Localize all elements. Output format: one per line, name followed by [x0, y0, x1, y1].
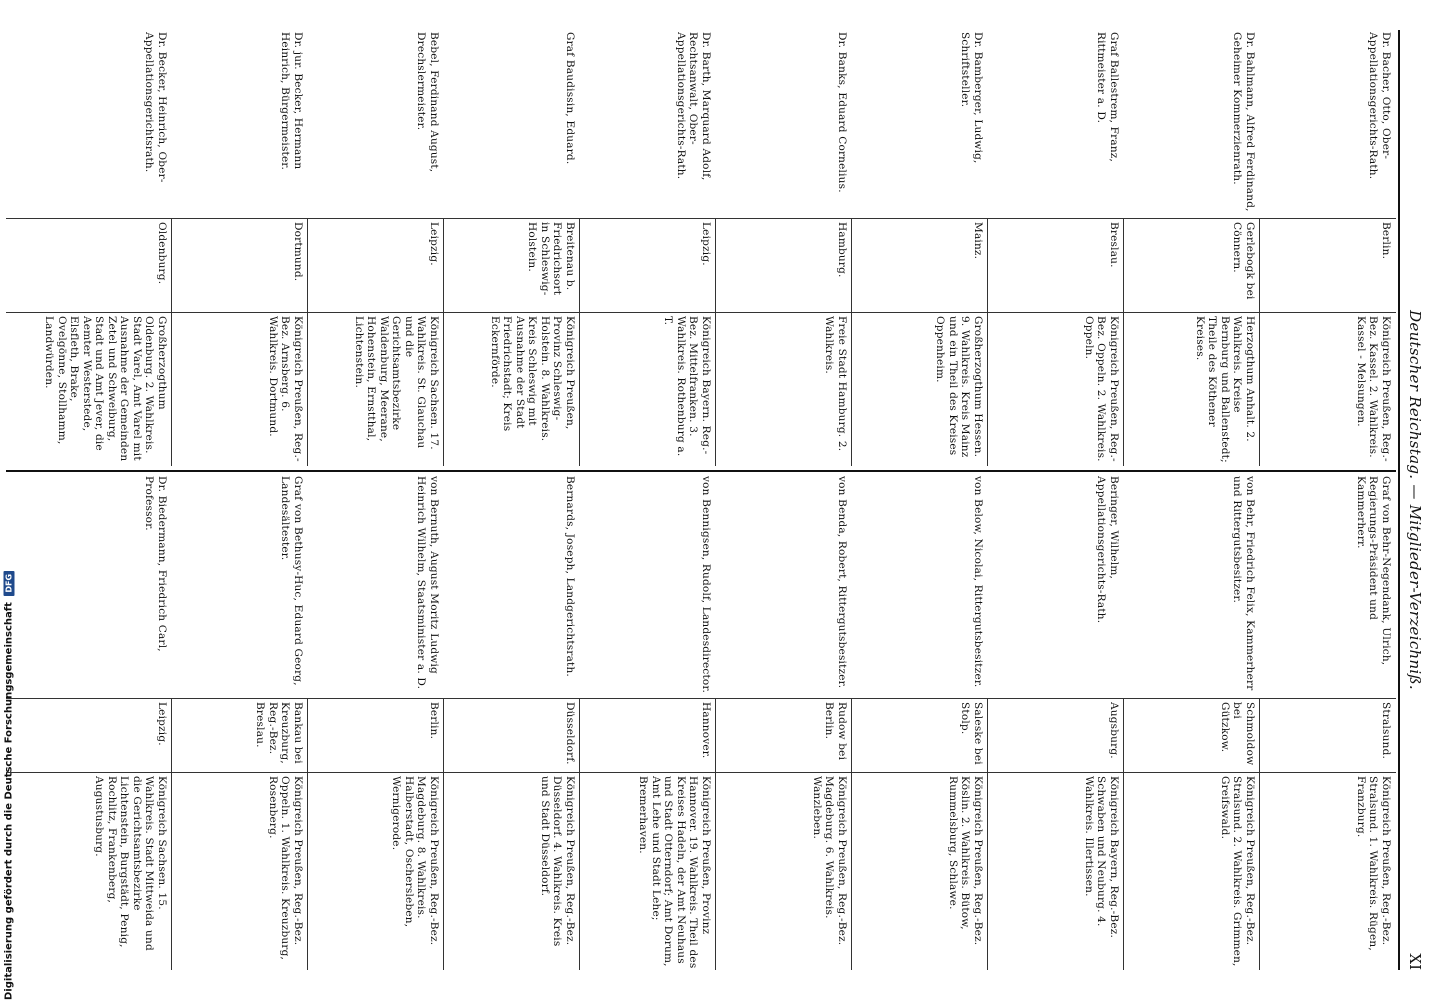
right-row-separator	[1123, 698, 1124, 970]
right-row-7-name: Bernards, Joseph, Landgerichtsrath.	[564, 476, 576, 677]
right-row-5-district: Königreich Preußen, Reg.-Bez. Magdeburg. 6. Wahlkreis. Wanzleben.	[811, 776, 848, 946]
right-row-10-name: Dr. Biedermann, Friedrich Carl, Professor.	[143, 476, 168, 652]
right-row-3-name: Beringer, Wilhelm, Appellationsgerichts-Rath.	[1095, 476, 1120, 624]
center-divider	[6, 470, 1396, 472]
digitization-notice-text: Digitalisierung gefördert durch die Deutsche Forschungsgemeinschaft	[3, 602, 15, 1000]
left-row-separator	[579, 218, 580, 466]
left-row-separator	[443, 218, 444, 466]
left-row-5-residence: Hamburg.	[836, 222, 848, 278]
right-row-6-district: Königreich Preußen, Provinz Hannover. 19. Wahlkreis. Theil des Kreises Hadeln, der Amt Neuhaus und Stadt Otterndorf; Amt Dorum, Amt Lehe und Stadt Lehe; Bremerhaven.	[637, 776, 712, 969]
right-row-3-district: Königreich Bayern, Reg.-Bez. Schwaben und Neuburg. 4. Wahlkreis. Illertissen.	[1083, 776, 1120, 939]
left-row-6-district: Königreich Bayern. Reg.-Bez. Mittelfranken. 3. Wahlkreis. Rothenburg a. T.	[662, 316, 712, 457]
right-row-1-district: Königreich Preußen, Reg.-Bez. Stralsund. 1. Wahlkreis. Rügen, Franzburg.	[1355, 776, 1392, 951]
page-header	[1400, 30, 1424, 970]
right-row-separator	[579, 698, 580, 970]
right-row-2-residence: Schmoldow bei Gützkow.	[1219, 702, 1256, 766]
left-row-6-name: Dr. Barth, Marquard Adolf, Rechtsanwalt, Ober-Appellationsgerichts-Rath.	[675, 32, 712, 181]
left-row-6-residence: Leipzig.	[700, 222, 712, 266]
right-row-separator	[715, 698, 716, 970]
right-row-4-residence: Saleske bei Stolp.	[959, 702, 984, 765]
left-row-separator	[987, 218, 988, 466]
left-row-separator	[1259, 218, 1260, 466]
left-row-1-residence: Berlin.	[1380, 222, 1392, 260]
left-row-10-name: Dr. Becker, Heinrich, Ober-Appellationsgerichtsrath.	[143, 32, 168, 183]
left-row-2-residence: Gerlebogk bei Cönnern.	[1231, 222, 1256, 300]
left-row-5-district: Freie Stadt Hamburg. 2. Wahlkreis.	[823, 316, 848, 452]
header-rule	[1398, 30, 1400, 970]
left-row-separator	[715, 218, 716, 466]
right-row-7-district: Königreich Preußen, Reg.-Bez. Düsseldorf. 4. Wahlkreis. Kreis und Stadt Düsseldorf.	[539, 776, 576, 947]
right-row-9-district: Königreich Preußen, Reg.-Bez. Oppeln. 1. Wahlkreis. Kreuzburg, Rosenberg.	[267, 776, 304, 961]
left-row-7-residence: Breitenau b. Friedrichsort in Schleswig-Holstein.	[526, 222, 576, 296]
right-row-8-residence: Berlin.	[428, 702, 440, 740]
left-row-separator	[307, 218, 308, 466]
right-row-9-name: Graf von Bethusy-Huc, Eduard Georg, Landesältester.	[279, 476, 304, 686]
left-row-8-residence: Leipzig.	[428, 222, 440, 266]
left-row-1-name: Dr. Bacher, Otto, Ober-Appellationsgerichts-Rath.	[1367, 32, 1392, 180]
left-row-4-residence: Mainz.	[972, 222, 984, 260]
page-number: XI	[1406, 953, 1424, 970]
left-row-3-name: Graf Ballestrem, Franz, Rittmeister a. D.	[1095, 32, 1120, 163]
left-row-5-name: Dr. Banks, Eduard Cornelius.	[836, 32, 848, 193]
left-row-7-district: Königreich Preußen, Provinz Schleswig-Holstein. 8. Wahlkreis. Kreis Schleswig mit Ausnahme der Stadt Friedrichstadt; Kreis Eckernförde.	[489, 316, 576, 442]
right-row-1-name: Graf von Behr-Negendank, Ulrich, Regierungs-Präsident und Kammerherr.	[1355, 476, 1392, 666]
right-row-separator	[307, 698, 308, 970]
left-row-4-name: Dr. Bamberger, Ludwig, Schriftsteller.	[959, 32, 984, 164]
left-col-divider-2	[6, 312, 1396, 313]
right-row-10-district: Königreich Sachsen. 15. Wahlkreis. Stadt Mittweida und die Gerichtsamtsbezirke Lichtenstein, Burgstädt, Penig, Rochlitz, Frankenberg, Augustusburg.	[93, 776, 168, 951]
left-row-9-district: Königreich Preußen, Reg.-Bez. Arnsberg. 6. Wahlkreis. Dortmund.	[267, 316, 304, 462]
right-row-2-district: Königreich Preußen, Reg.-Bez. Stralsund. 2. Wahlkreis. Grimmen, Greifswald.	[1219, 776, 1256, 967]
right-row-separator	[987, 698, 988, 970]
right-row-6-name: von Bennigsen, Rudolf, Landesdirector.	[700, 476, 712, 694]
right-row-5-residence: Rudow bei Berlin.	[823, 702, 848, 761]
right-row-separator	[171, 698, 172, 970]
right-row-9-residence: Bankau bei Kreuzburg, Reg.-Bez. Breslau.	[254, 702, 304, 764]
right-row-8-district: Königreich Preußen, Reg.-Bez. Magdeburg. 8. Wahlkreis. Halberstadt, Oschersleben, Wernigerode.	[390, 776, 440, 946]
digitization-notice	[0, 573, 18, 1000]
right-row-1-residence: Stralsund.	[1380, 702, 1392, 760]
left-row-separator	[171, 218, 172, 466]
page-title: Deutscher Reichstag. — Mitglieder-Verzeichniß.	[1406, 310, 1424, 690]
left-row-3-residence: Breslau.	[1108, 222, 1120, 268]
left-row-8-district: Königreich Sachsen. 17. Wahlkreis. St. Glauchau und die Gerichtsamtsbezirke Waldenburg, Meerane, Hohenstein, Ernstthal, Lichtenstein.	[353, 316, 440, 450]
dfg-logo: DFG	[4, 571, 15, 596]
left-row-separator	[851, 218, 852, 466]
right-row-8-name: von Bernuth, August Moritz Ludwig Heinrich Wilhelm, Staatsminister a. D.	[415, 476, 440, 690]
right-row-6-residence: Hannover.	[700, 702, 712, 759]
right-row-4-district: Königreich Preußen, Reg.-Bez. Köslin. 2. Wahlkreis. Bütow, Rummelsburg, Schlawe.	[947, 776, 984, 946]
left-row-3-district: Königreich Preußen, Reg.-Bez. Oppeln. 2. Wahlkreis. Oppeln.	[1083, 316, 1120, 462]
right-row-5-name: von Benda, Robert, Rittergutsbesitzer.	[836, 476, 848, 689]
left-row-7-name: Graf Baudissin, Eduard.	[564, 32, 576, 165]
right-row-separator	[1259, 698, 1260, 970]
left-row-10-district: Großherzogthum Oldenburg. 2. Wahlkreis. Stadt Varel, Amt Varel mit Ausnahme der Gemeinden Zetel und Schweiburg, Stadt und Amt Jever, die Aemter Westerstede, Elsfleth, Brake, Ovelgönne, Stollhamm, Landwürden.	[43, 316, 168, 462]
right-col-divider-2	[6, 772, 1396, 773]
left-row-2-name: Dr. Bahlmann, Alfred Ferdinand, Geheimer Kommerzienrath.	[1231, 32, 1256, 212]
left-row-9-residence: Dortmund.	[292, 222, 304, 282]
left-row-1-district: Königreich Preußen, Reg.-Bez. Kassel. 2. Wahlkreis. Kassel - Melsungen.	[1355, 316, 1392, 462]
left-row-2-district: Herzogthum Anhalt. 2. Wahlkreis. Kreise Bernburg und Ballenstedt; Theile des Köthener Kreises.	[1194, 316, 1256, 463]
left-col-divider-1	[6, 218, 1396, 219]
left-row-9-name: Dr. jur. Becker, Hermann Heinrich, Bürgermeister.	[279, 32, 304, 170]
right-row-10-residence: Leipzig.	[156, 702, 168, 746]
right-row-2-name: von Behr, Friedrich Felix, Kammerherr und Rittergutsbesitzer.	[1231, 476, 1256, 691]
left-row-8-name: Bebel, Ferdinand August, Drechslermeister.	[415, 32, 440, 173]
left-row-4-district: Großherzogthum Hessen. 9. Wahlkreis. Kreis Mainz und ein Theil des Kreises Oppenheim.	[934, 316, 984, 458]
right-col-divider-1	[6, 698, 1396, 699]
left-row-10-residence: Oldenburg.	[156, 222, 168, 285]
right-row-3-residence: Augsburg.	[1108, 702, 1120, 759]
right-row-7-residence: Düsseldorf.	[564, 702, 576, 765]
right-row-separator	[851, 698, 852, 970]
right-row-4-name: von Below, Nicolai, Rittergutsbesitzer.	[972, 476, 984, 688]
left-row-separator	[1123, 218, 1124, 466]
right-row-separator	[443, 698, 444, 970]
